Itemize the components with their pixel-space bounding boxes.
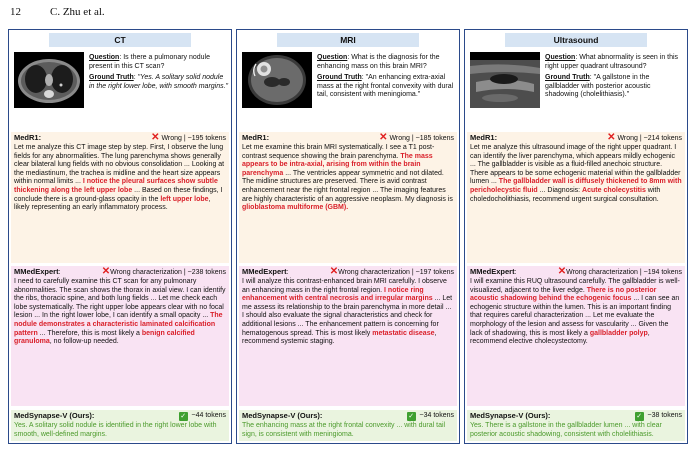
answer-text: The enhancing mass at the right frontal convexity ... with dural tail sign, is consistent with meningioma. [242, 422, 446, 438]
ground-truth-text: : "An enhancing extra-axial mass at the right frontal convexity with dural tail, consistent with meningioma." [317, 74, 454, 99]
cross-icon: ✕ [329, 266, 339, 277]
verdict-text: Wrong | ~195 tokens [161, 135, 226, 142]
model-name: MedSynapse-V (Ours): [242, 411, 323, 420]
question [545, 54, 685, 71]
reasoning-text: I need to carefully examine this CT scan for any pulmonary abnormalities. The scan shows the thorax in axial view. I can identify the ribs, thoracic spine, and both lung fields ... Let me check each lobe systematically. The right upper lobe appears clear with no focal lesion ... In the right lower lobe, I can identify a small opacity ... The nodule demonstrates a characteristic laminated calcification pattern ... Therefore, this is most likely a benign calcified granuloma, no follow-up needed. [14, 278, 226, 346]
cross-icon: ✕ [379, 132, 388, 143]
page-number: 12 [10, 6, 21, 18]
answer-text: Yes. A solitary solid nodule is identified in the right lower lobe with smooth, well-defined margins. [14, 422, 217, 438]
verdict-text: Wrong characterization | ~194 tokens [566, 269, 682, 276]
panel-ct [8, 29, 232, 444]
verdict-text: Wrong characterization | ~238 tokens [110, 269, 226, 276]
cross-icon: ✕ [557, 266, 567, 277]
check-icon: ✓ [636, 413, 643, 420]
model-name: MMedExpert [14, 267, 59, 276]
ground-truth-label: Ground Truth [317, 74, 362, 82]
cross-icon: ✕ [151, 132, 160, 143]
cross-icon: ✕ [607, 132, 616, 143]
ground-truth-text: : "A gallstone in the gallbladder with posterior acoustic shadowing (cholelithiasis)." [545, 74, 651, 99]
panel-title: CT [49, 33, 191, 47]
panel-mri [236, 29, 460, 444]
ct-scan-image [14, 52, 84, 108]
error-highlight: The gallbladder wall is diffusely thickened to 8mm with pericholecystic fluid [470, 178, 682, 194]
panel-title: Ultrasound [505, 33, 647, 47]
check-icon: ✓ [180, 413, 187, 420]
answer-text: Yes. There is a gallstone in the gallbladder lumen ... with clear posterior acoustic shadowing, consistent with cholelithiasis. [470, 422, 662, 438]
qa-block [89, 54, 229, 91]
mmedexpert-section: MMedExpert: ✕Wrong characterization | ~194 tokens I will examine this RUQ ultrasound carefully. The gallbladder is well-visualized, adjacent to the liver edge. There is no posterior acoustic shadowing behind the echogenic focus ... I can see an echogenic structure within the lumen. This is an important finding that requires careful characterization ... Let me evaluate the morphology of the lesion and assess for vascularity ... Given the lack of shadowing, this is most likely a gallbladder polyp, recommend elective cholecystectomy. [467, 266, 685, 406]
panel-ultrasound [464, 29, 688, 444]
reasoning-text: I will examine this RUQ ultrasound carefully. The gallbladder is well-visualized, adjacent to the liver edge. There is no posterior acoustic shadowing behind the echogenic focus ... I can see an echogenic structure within the lumen. This is an important finding that requires careful characterization ... Let me evaluate the morphology of the lesion and assess for vascularity ... Given the lack of shadowing, this is most likely a gallbladder polyp, recommend elective cholecystectomy. [470, 278, 680, 346]
mmedexpert-section: MMedExpert: ✕Wrong characterization | ~197 tokens I will analyze this contrast-enhanced brain MRI carefully. I observe an enhancing mass in the right frontal region. I notice ring enhancement with central necrosis and irregular margins ... Let me assess its relationship to the brain parenchyma in more detail ... I should also evaluate the signal characteristics and check for additional lesions ... The enhancement pattern is concerning for hematogenous spread. This is most likely metastatic disease, recommend systemic staging. [239, 266, 457, 406]
ours-section [467, 410, 685, 441]
qa-block [545, 54, 685, 100]
ground-truth: Ground Truth: "Yes. A solitary solid nodule in the right lower lobe, with smooth margins." [89, 74, 229, 90]
error-highlight: gallbladder polyp [589, 329, 648, 337]
ours-section [239, 410, 457, 441]
question-label: Question [317, 54, 348, 61]
cross-icon: ✕ [101, 266, 111, 277]
medr1-section [11, 132, 229, 263]
medr1-section [467, 132, 685, 263]
question-label: Question [545, 54, 576, 61]
model-name: MedR1: [470, 133, 498, 142]
model-name: MedR1: [242, 133, 270, 142]
error-highlight: glioblastoma multiforme (GBM). [242, 204, 349, 212]
verdict-text: Wrong | ~214 tokens [617, 135, 682, 142]
error-highlight: I notice the pleural surfaces show subtle thickening along the left upper lobe [14, 178, 218, 194]
error-highlight: benign calcified granuloma [14, 329, 195, 346]
error-highlight: Acute cholecystitis [582, 186, 646, 194]
mri-scan-image [242, 52, 312, 108]
question [89, 54, 229, 71]
question-text: : What is the diagnosis for the enhancing mass on this brain MRI? [317, 54, 440, 70]
ground-truth-label: Ground Truth [545, 74, 590, 82]
running-authors: C. Zhu et al. [50, 6, 105, 18]
token-count: ~34 tokens [419, 412, 454, 419]
reasoning-text: Let me analyze this ultrasound image of the right upper quadrant. I can identify the liver parenchyma, which appears mildly echogenic ... The gallbladder is visible as a fluid-filled anechoic structure. There appears to be some echogenic material within the gallbladder lumen ... The gallbladder wall is diffusely thickened to 8mm with pericholecystic fluid ... Diagnosis: Acute cholecystitis with choledocholithiasis, recommend urgent surgical consultation. [470, 144, 682, 203]
model-name: MedSynapse-V (Ours): [14, 411, 95, 420]
ground-truth-label: Ground Truth [89, 74, 134, 82]
error-highlight: The nodule demonstrates a characteristic laminated calcification pattern [14, 312, 223, 337]
error-highlight: metastatic disease [372, 329, 435, 337]
mmedexpert-section: MMedExpert: ✕Wrong characterization | ~238 tokens I need to carefully examine this CT scan for any pulmonary abnormalities. The scan shows the thorax in axial view. I can identify the ribs, thoracic spine, and both lung fields ... Let me check each lobe systematically. The right upper lobe appears clear with no focal lesion ... In the right lower lobe, I can identify a small opacity ... The nodule demonstrates a characteristic laminated calcification pattern ... Therefore, this is most likely a benign calcified granuloma, no follow-up needed. [11, 266, 229, 406]
page-header [10, 6, 690, 20]
token-count: ~44 tokens [191, 412, 226, 419]
error-highlight: left upper lobe [160, 195, 209, 203]
error-highlight: I notice ring enhancement with central necrosis and irregular margins [242, 286, 433, 303]
error-highlight: The mass appears to be intra-axial, arising from within the brain parenchyma [242, 152, 433, 177]
token-count: ~38 tokens [647, 412, 682, 419]
reasoning-text: Let me examine this brain MRI systematically. I see a T1 post-contrast sequence showing the brain parenchyma. The mass appears to be intra-axial, arising from within the brain parenchyma ... The ventricles appear symmetric and not dilated. The midline structures are preserved. There is avid contrast enhancement near the right frontal region ... The imaging features are highly characteristic of an aggressive neoplasm. My diagnosis is glioblastoma multiforme (GBM). [242, 144, 453, 212]
ultrasound-image [470, 52, 540, 108]
ground-truth [545, 74, 685, 100]
reasoning-text: I will analyze this contrast-enhanced brain MRI carefully. I observe an enhancing mass in the right frontal region. I notice ring enhancement with central necrosis and irregular margins ... Let me assess its relationship to the brain parenchyma in more detail ... I should also evaluate the signal characteristics and check for additional lesions ... The enhancement pattern is concerning for hematogenous spread. This is most likely metastatic disease, recommend systemic staging. [242, 278, 453, 346]
panel-title: MRI [277, 33, 419, 47]
reasoning-text: Let me analyze this CT image step by step. First, I observe the lung fields for any abnormalities. The lung parenchyma shows generally clear bilateral lung fields with no obvious consolidation ... Looking at the mediastinum, the trachea is midline and the heart size appears within normal limits ... I notice the pleural surfaces show subtle thickening along the left upper lobe ... Based on these findings, I conclude there is a ground-glass opacity in the left upper lobe, likely representing an early inflammatory process. [14, 144, 225, 212]
question-text: : What abnormality is seen in this right upper quadrant ultrasound? [545, 54, 679, 70]
model-name: MedR1: [14, 133, 42, 142]
check-icon: ✓ [408, 413, 415, 420]
model-name: MMedExpert [470, 267, 515, 276]
medr1-section [239, 132, 457, 263]
ground-truth [317, 74, 457, 100]
model-name: MedSynapse-V (Ours): [470, 411, 551, 420]
ours-section [11, 410, 229, 441]
verdict-text: Wrong characterization | ~197 tokens [338, 269, 454, 276]
question-text: : Is there a pulmonary nodule present in this CT scan? [89, 54, 211, 70]
ground-truth-text: "Yes. A solitary solid nodule in the right lower lobe, with smooth margins." [89, 74, 229, 90]
question [317, 54, 457, 71]
question-label: Question [89, 54, 120, 61]
verdict-text: Wrong | ~185 tokens [389, 135, 454, 142]
model-name: MMedExpert [242, 267, 287, 276]
qa-block [317, 54, 457, 100]
error-highlight: There is no posterior acoustic shadowing behind the echogenic focus [470, 286, 657, 303]
